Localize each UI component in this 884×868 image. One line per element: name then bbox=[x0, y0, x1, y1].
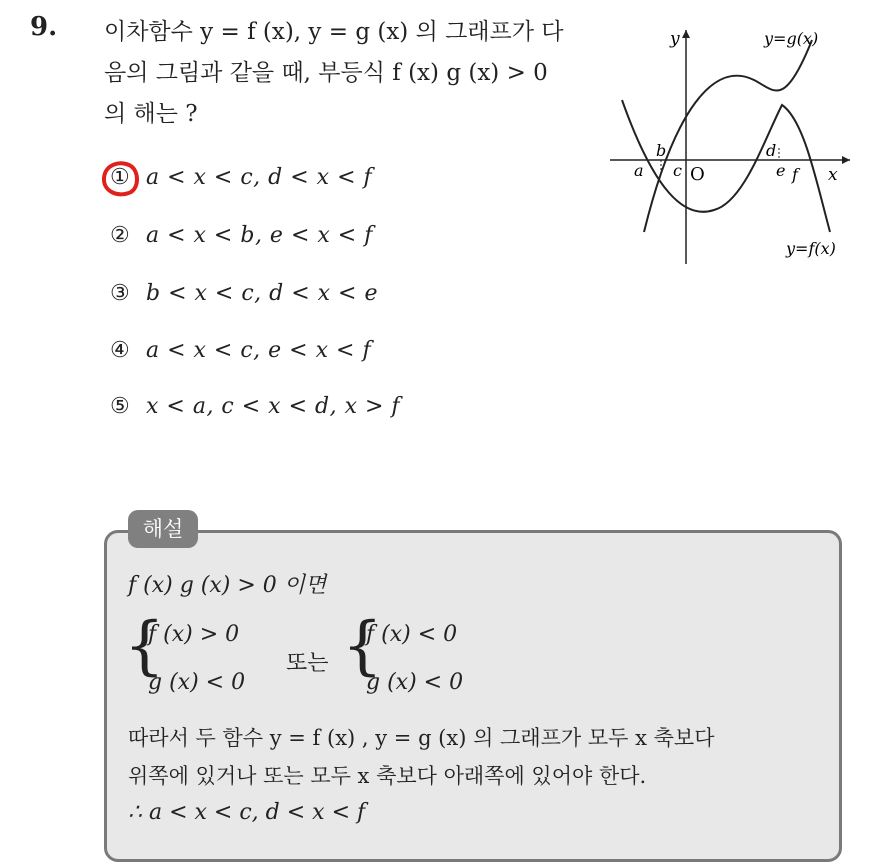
left-brace-2: { bbox=[342, 609, 383, 683]
or-text: 또는 bbox=[286, 651, 329, 676]
question-number: 9. bbox=[30, 12, 58, 42]
choice-1-number: ① bbox=[110, 165, 131, 190]
f-curve-label: y=f(x) bbox=[786, 239, 836, 258]
left-brace-1: { bbox=[124, 609, 165, 683]
question-text bbox=[104, 12, 594, 135]
origin-label: O bbox=[690, 164, 705, 185]
point-c-label: c bbox=[673, 161, 682, 180]
x-axis-label: x bbox=[828, 165, 838, 185]
point-b-label: b bbox=[656, 141, 667, 160]
choice-2-number: ② bbox=[110, 223, 131, 248]
solution-line-3: 위쪽에 있거나 또는 모두 x 축보다 아래쪽에 있어야 한다. bbox=[128, 764, 647, 788]
choice-4-number: ④ bbox=[110, 338, 131, 363]
choice-1-text: a < x < c, d < x < f bbox=[146, 165, 373, 190]
x-axis-arrow bbox=[842, 156, 850, 164]
choice-4-text: a < x < c, e < x < f bbox=[146, 338, 372, 363]
question-text-line-1: 이차함수 y = f (x), y = g (x) 의 그래프가 다 bbox=[104, 19, 564, 45]
choice-3-number: ③ bbox=[110, 281, 131, 306]
choice-1[interactable] bbox=[110, 165, 372, 190]
question-text-line-2: 음의 그림과 같을 때, 부등식 f (x) g (x) > 0 bbox=[104, 60, 548, 86]
curve-f bbox=[622, 100, 830, 232]
choice-2[interactable] bbox=[110, 223, 373, 248]
solution-line-1: f (x) g (x) > 0 이면 bbox=[128, 573, 327, 598]
choice-3-text: b < x < c, d < x < e bbox=[146, 281, 378, 306]
choice-3[interactable] bbox=[110, 281, 378, 306]
case-2-top: f (x) < 0 bbox=[366, 622, 458, 647]
choice-5-number: ⑤ bbox=[110, 394, 131, 419]
point-e-label: e bbox=[776, 161, 786, 180]
solution-line-4: ∴ a < x < c, d < x < f bbox=[128, 800, 366, 825]
y-axis-label: y bbox=[670, 29, 680, 49]
case-2-bottom: g (x) < 0 bbox=[366, 670, 464, 695]
choice-5-text: x < a, c < x < d, x > f bbox=[146, 394, 401, 419]
point-f-label: f bbox=[792, 165, 798, 184]
choice-4[interactable] bbox=[110, 338, 371, 363]
point-d-label: d bbox=[766, 141, 777, 160]
choice-2-text: a < x < b, e < x < f bbox=[146, 223, 373, 248]
case-1-bottom: g (x) < 0 bbox=[148, 670, 246, 695]
choice-5[interactable] bbox=[110, 394, 400, 419]
y-axis-arrow bbox=[682, 30, 690, 38]
point-a-label: a bbox=[634, 161, 644, 180]
function-graph bbox=[604, 20, 860, 268]
solution-tag: 해설 bbox=[128, 510, 198, 548]
question-text-line-3: 의 해는 ? bbox=[104, 101, 198, 127]
case-1-top: f (x) > 0 bbox=[148, 622, 240, 647]
g-curve-label: y=g(x) bbox=[764, 29, 819, 48]
solution-line-2: 따라서 두 함수 y = f (x) , y = g (x) 의 그래프가 모두 x 축보다 bbox=[128, 726, 715, 750]
